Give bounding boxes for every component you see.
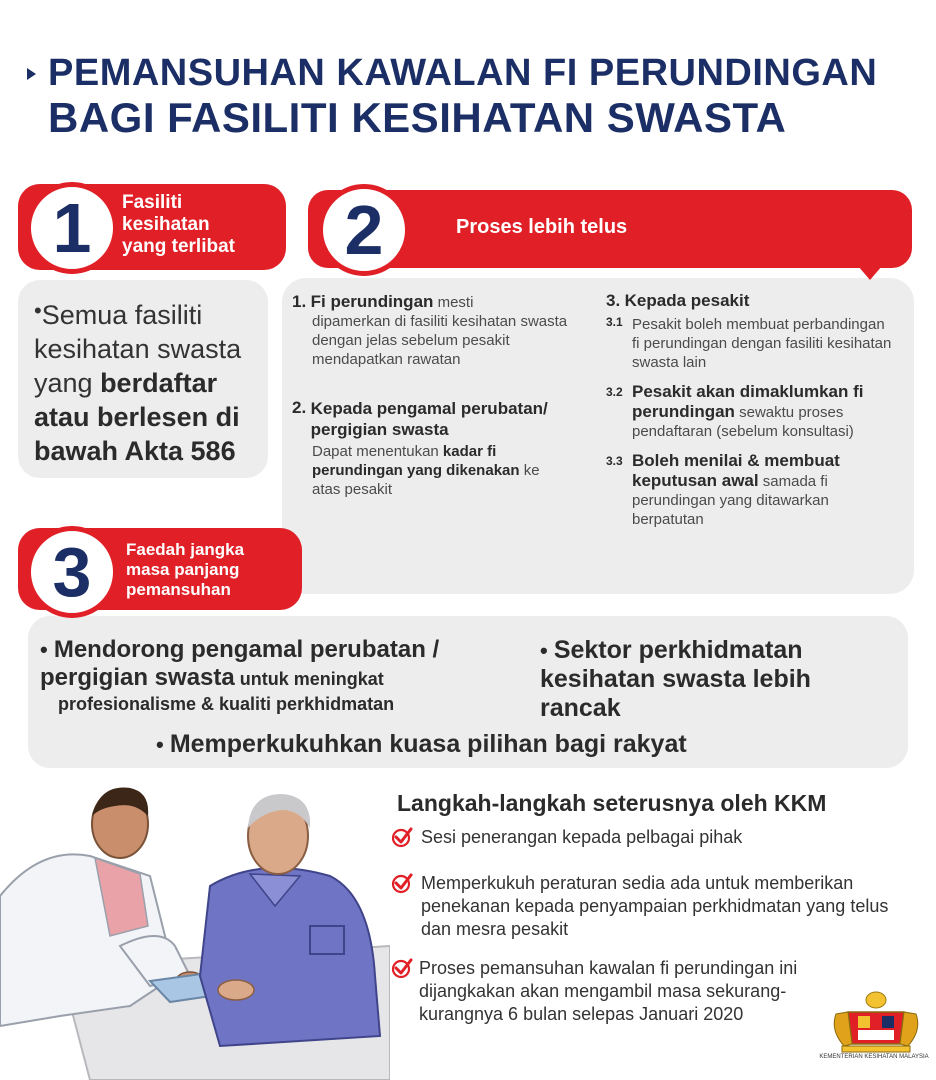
check-circle-icon [391,957,413,979]
section2-item3: 3. Kepada pesakit 3.1 Pesakit boleh membuat perbandingan fi perundingan dengan fasiliti kesihatan swasta lain 3.2 Pesakit akan dimaklumkan fi perundingan sewaktu proses pendaftaran (sebelum konsultasi) 3.3 Boleh menilai & membuat keputusan awal samada fi perundingan yang ditawarkan berpatutan [606,291,906,529]
section1-label: Fasiliti kesihatan yang terlibat [122,192,235,257]
section3-label: Faedah jangka masa panjang pemansuhan [126,540,245,599]
check-circle-icon [391,826,413,848]
page-title-line2: BAGI FASILITI KESIHATAN SWASTA [48,94,787,141]
section2-pointer [858,266,882,280]
section2-item3-3: 3.3 Boleh menilai & membuat keputusan awal samada fi perundingan yang ditawarkan berpatutan [606,451,840,528]
next-steps-title: Langkah-langkah seterusnya oleh KKM [397,790,827,816]
section1-number-badge: 1 [26,182,118,274]
title-bullet-icon [27,68,36,80]
section2-label: Proses lebih telus [456,216,628,238]
doctor-patient-illustration [0,776,390,1080]
page-title-line1: PEMANSUHAN KAWALAN FI PERUNDINGAN [48,52,878,94]
section2-item3-2: 3.2 Pesakit akan dimaklumkan fi perundingan sewaktu proses pendaftaran (sebelum konsultasi) [606,382,864,440]
section2-item1: 1. Fi perundingan mesti dipamerkan di fasiliti kesihatan swasta dengan jelas sebelum pesakit mendapatkan rawatan [292,292,568,368]
section3-bullet1: • Mendorong pengamal perubatan / pergigian swasta untuk meningkat profesionalisme & kualiti perkhidmatan [40,636,440,714]
section3-number-badge: 3 [26,526,118,618]
check-circle-icon [391,872,413,894]
section2-item3-1: 3.1 Pesakit boleh membuat perbandingan fi perundingan dengan fasiliti kesihatan swasta lain [606,315,892,371]
next-step-item-2: Memperkukuh peraturan sedia ada untuk memberikan penekanan kepada penyampaian perkhidmatan yang telus dan mesra pesakit [421,873,889,939]
section2-item2: 2. Kepada pengamal perubatan/ pergigian swasta Dapat menentukan kadar fi perundingan yang dikenakan ke atas pesakit [292,398,548,498]
ministry-logo-text: KEMENTERIAN KESIHATAN MALAYSIA [819,1054,929,1060]
section2-number-badge: 2 [318,184,410,276]
ministry-emblem-icon [826,990,926,1054]
next-step-item-1: Sesi penerangan kepada pelbagai pihak [421,827,743,847]
section3-bullet3: • Memperkukuhkan kuasa pilihan bagi rakyat [156,730,687,758]
section1-body: •Semua fasiliti kesihatan swasta yang berdaftar atau berlesen di bawah Akta 586 [34,298,242,466]
section3-bullet2: • Sektor perkhidmatan kesihatan swasta lebih rancak [540,636,811,722]
next-step-item-3: Proses pemansuhan kawalan fi perundingan ini dijangkakan akan mengambil masa sekurang-kurangnya 6 bulan selepas Januari 2020 [419,958,798,1024]
